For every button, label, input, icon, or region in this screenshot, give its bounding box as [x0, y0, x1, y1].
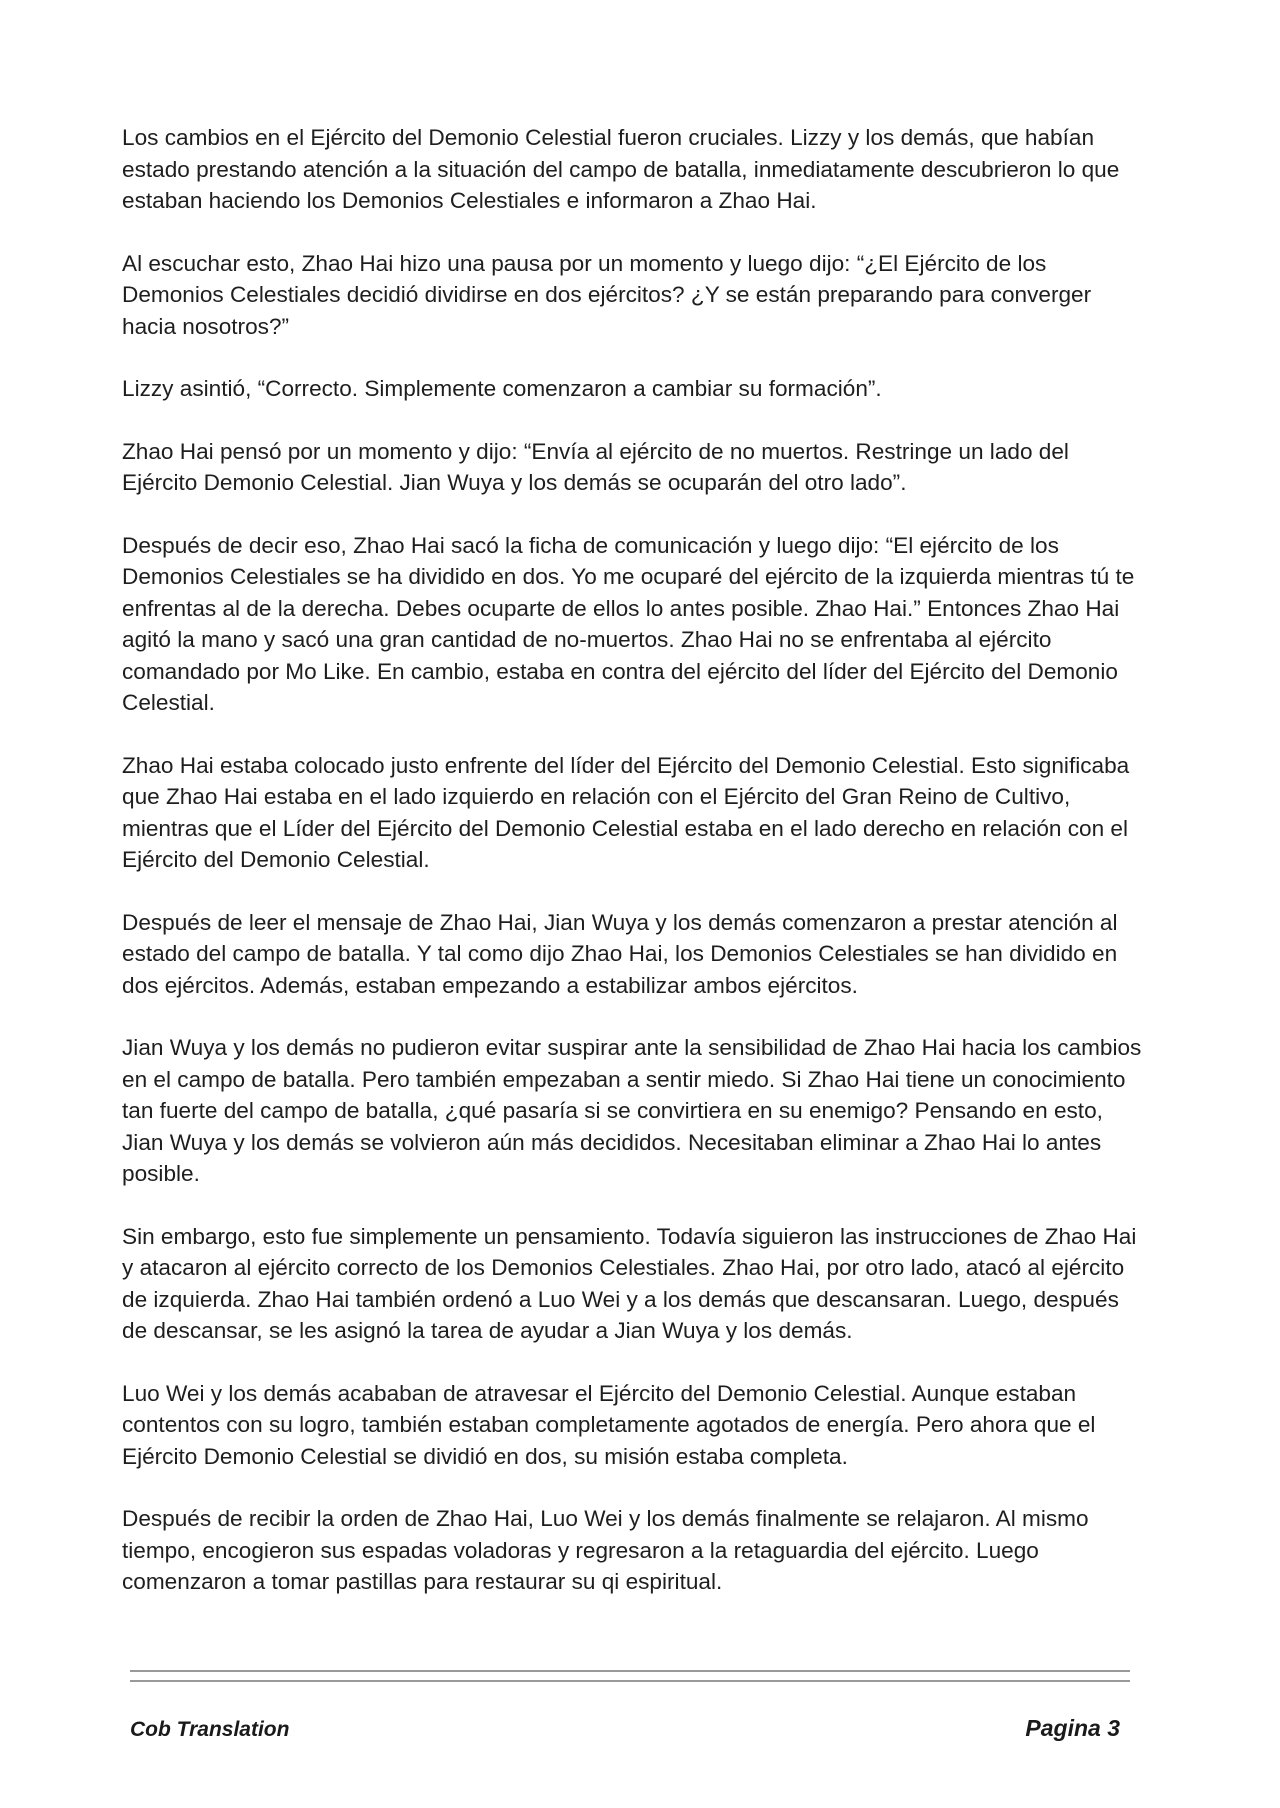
paragraph: Zhao Hai estaba colocado justo enfrente del líder del Ejército del Demonio Celestial. Esto significaba que Zhao Hai estaba en el lado izquierdo en relación con el Ejército del Gran Reino de Cultivo, mientras que el Líder del Ejército del Demonio Celestial estaba en el lado derecho en relación con el Ejército del Demonio Celestial. — [122, 752, 1130, 872]
paragraph: Después de decir eso, Zhao Hai sacó la ficha de comunicación y luego dijo: “El ejército de los Demonios Celestiales se ha dividido en dos. Yo me ocuparé del ejército de la izquierda mientras tú te enfrentas al de la derecha. Debes ocuparte de ellos lo antes posible. Zhao Hai.” Entonces Zhao Hai agitó la mano y sacó una gran cantidad de no-muertos. Zhao Hai no se enfrentaba al ejército comandado por Mo Like. En cambio, estaba en contra del ejército del líder del Ejército del Demonio Celestial. — [122, 532, 1135, 715]
footer-rule-bottom — [130, 1680, 1130, 1682]
footer-translator-credit: Cob Translation — [130, 1718, 290, 1741]
footer-divider — [130, 1670, 1130, 1684]
paragraph: Zhao Hai pensó por un momento y dijo: “Envía al ejército de no muertos. Restringe un lado del Ejército Demonio Celestial. Jian Wuya y los demás se ocuparán del otro lado”. — [122, 438, 1069, 495]
document-body — [122, 122, 1142, 1629]
paragraph: Sin embargo, esto fue simplemente un pensamiento. Todavía siguieron las instrucciones de Zhao Hai y atacaron al ejército correcto de los Demonios Celestiales. Zhao Hai, por otro lado, atacó al ejército de izquierda. Zhao Hai también ordenó a Luo Wei y a los demás que descansaran. Luego, después de descansar, se les asignó la tarea de ayudar a Jian Wuya y los demás. — [122, 1223, 1137, 1343]
paragraph: Después de leer el mensaje de Zhao Hai, Jian Wuya y los demás comenzaron a prestar atención al estado del campo de batalla. Y tal como dijo Zhao Hai, los Demonios Celestiales se han dividido en dos ejércitos. Además, estaban empezando a estabilizar ambos ejércitos. — [122, 909, 1118, 998]
paragraph: Jian Wuya y los demás no pudieron evitar suspirar ante la sensibilidad de Zhao Hai hacia los cambios en el campo de batalla. Pero también empezaban a sentir miedo. Si Zhao Hai tiene un conocimiento tan fuerte del campo de batalla, ¿qué pasaría si se convirtiera en su enemigo? Pensando en esto, Jian Wuya y los demás se volvieron aún más decididos. Necesitaban eliminar a Zhao Hai lo antes posible. — [122, 1035, 1142, 1186]
footer-page-number: Pagina 3 — [1025, 1715, 1120, 1741]
footer-rule-top — [130, 1670, 1130, 1672]
paragraph: Después de recibir la orden de Zhao Hai, Luo Wei y los demás finalmente se relajaron. Al mismo tiempo, encogieron sus espadas voladoras y regresaron a la retaguardia del ejército. Luego comenzaron a tomar pastillas para restaurar su qi espiritual. — [122, 1506, 1089, 1594]
paragraph: Al escuchar esto, Zhao Hai hizo una pausa por un momento y luego dijo: “¿El Ejército de los Demonios Celestiales decidió dividirse en dos ejércitos? ¿Y se están preparando para converger hacia nosotros?” — [122, 250, 1092, 339]
paragraph: Luo Wei y los demás acababan de atravesar el Ejército del Demonio Celestial. Aunque estaban contentos con su logro, también estaban completamente agotados de energía. Pero ahora que el Ejército Demonio Celestial se dividió en dos, su misión estaba completa. — [122, 1380, 1096, 1469]
paragraph: Lizzy asintió, “Correcto. Simplemente comenzaron a cambiar su formación”. — [122, 376, 882, 401]
paragraph: Los cambios en el Ejército del Demonio Celestial fueron cruciales. Lizzy y los demás, que habían estado prestando atención a la situación del campo de batalla, inmediatamente descubrieron lo que estaban haciendo los Demonios Celestiales e informaron a Zhao Hai. — [122, 125, 1120, 213]
